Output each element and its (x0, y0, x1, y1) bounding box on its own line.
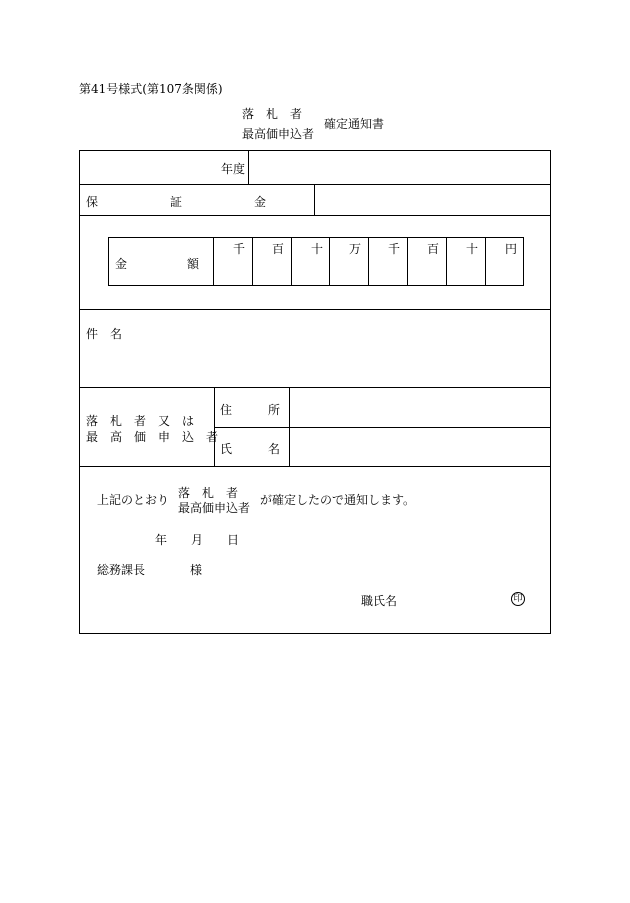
amount-unit: 万 (348, 242, 361, 256)
bidder-label-line2: 最 高 価 申 込 者 (86, 430, 219, 444)
amount-unit: 円 (504, 242, 517, 256)
title-bidder: 落 札 者 (242, 107, 303, 121)
amount-unit: 十 (310, 242, 323, 256)
col-divider (289, 387, 290, 466)
notice-bidder: 落 札 者 (178, 486, 239, 500)
row-divider (80, 466, 550, 467)
row-divider (80, 215, 550, 216)
notice-suffix: が確定したので通知します。 (260, 493, 416, 507)
row-divider (214, 427, 551, 428)
amount-unit: 百 (426, 242, 439, 256)
notice-date: 年 月 日 (155, 533, 240, 547)
notice-prefix: 上記のとおり (97, 493, 170, 507)
subject-label: 件 名 (86, 327, 123, 341)
addressee-honorific: 様 (190, 563, 203, 577)
bidder-label-line1: 落 札 者 又 は (86, 414, 195, 428)
notice-form-table (79, 150, 551, 634)
title-stack (242, 104, 314, 144)
deposit-label: 保 証 金 (86, 195, 267, 209)
amount-unit: 十 (465, 242, 478, 256)
col-divider (314, 184, 315, 215)
row-divider (80, 309, 550, 310)
official-title-name: 職氏名 (361, 594, 398, 608)
col-divider (248, 151, 249, 184)
amount-unit: 百 (271, 242, 284, 256)
title-highest-bidder: 最高価申込者 (242, 127, 315, 141)
row-divider (80, 184, 550, 185)
amount-label: 金 額 (115, 257, 200, 271)
col-divider (214, 387, 215, 466)
fiscal-year-label: 年度 (221, 162, 246, 176)
addressee: 総務課長 (97, 563, 146, 577)
notice-highest-bidder: 最高価申込者 (178, 501, 251, 515)
amount-unit: 千 (232, 242, 245, 256)
form-number-label: 第41号様式(第107条関係) (79, 82, 223, 96)
name-label: 氏 名 (220, 442, 281, 456)
document-title: 確定通知書 (324, 117, 385, 131)
amount-unit: 千 (387, 242, 400, 256)
seal-stamp-mark: 印 (511, 592, 525, 606)
amount-box (108, 237, 524, 286)
address-label: 住 所 (220, 403, 281, 417)
row-divider (80, 387, 550, 388)
